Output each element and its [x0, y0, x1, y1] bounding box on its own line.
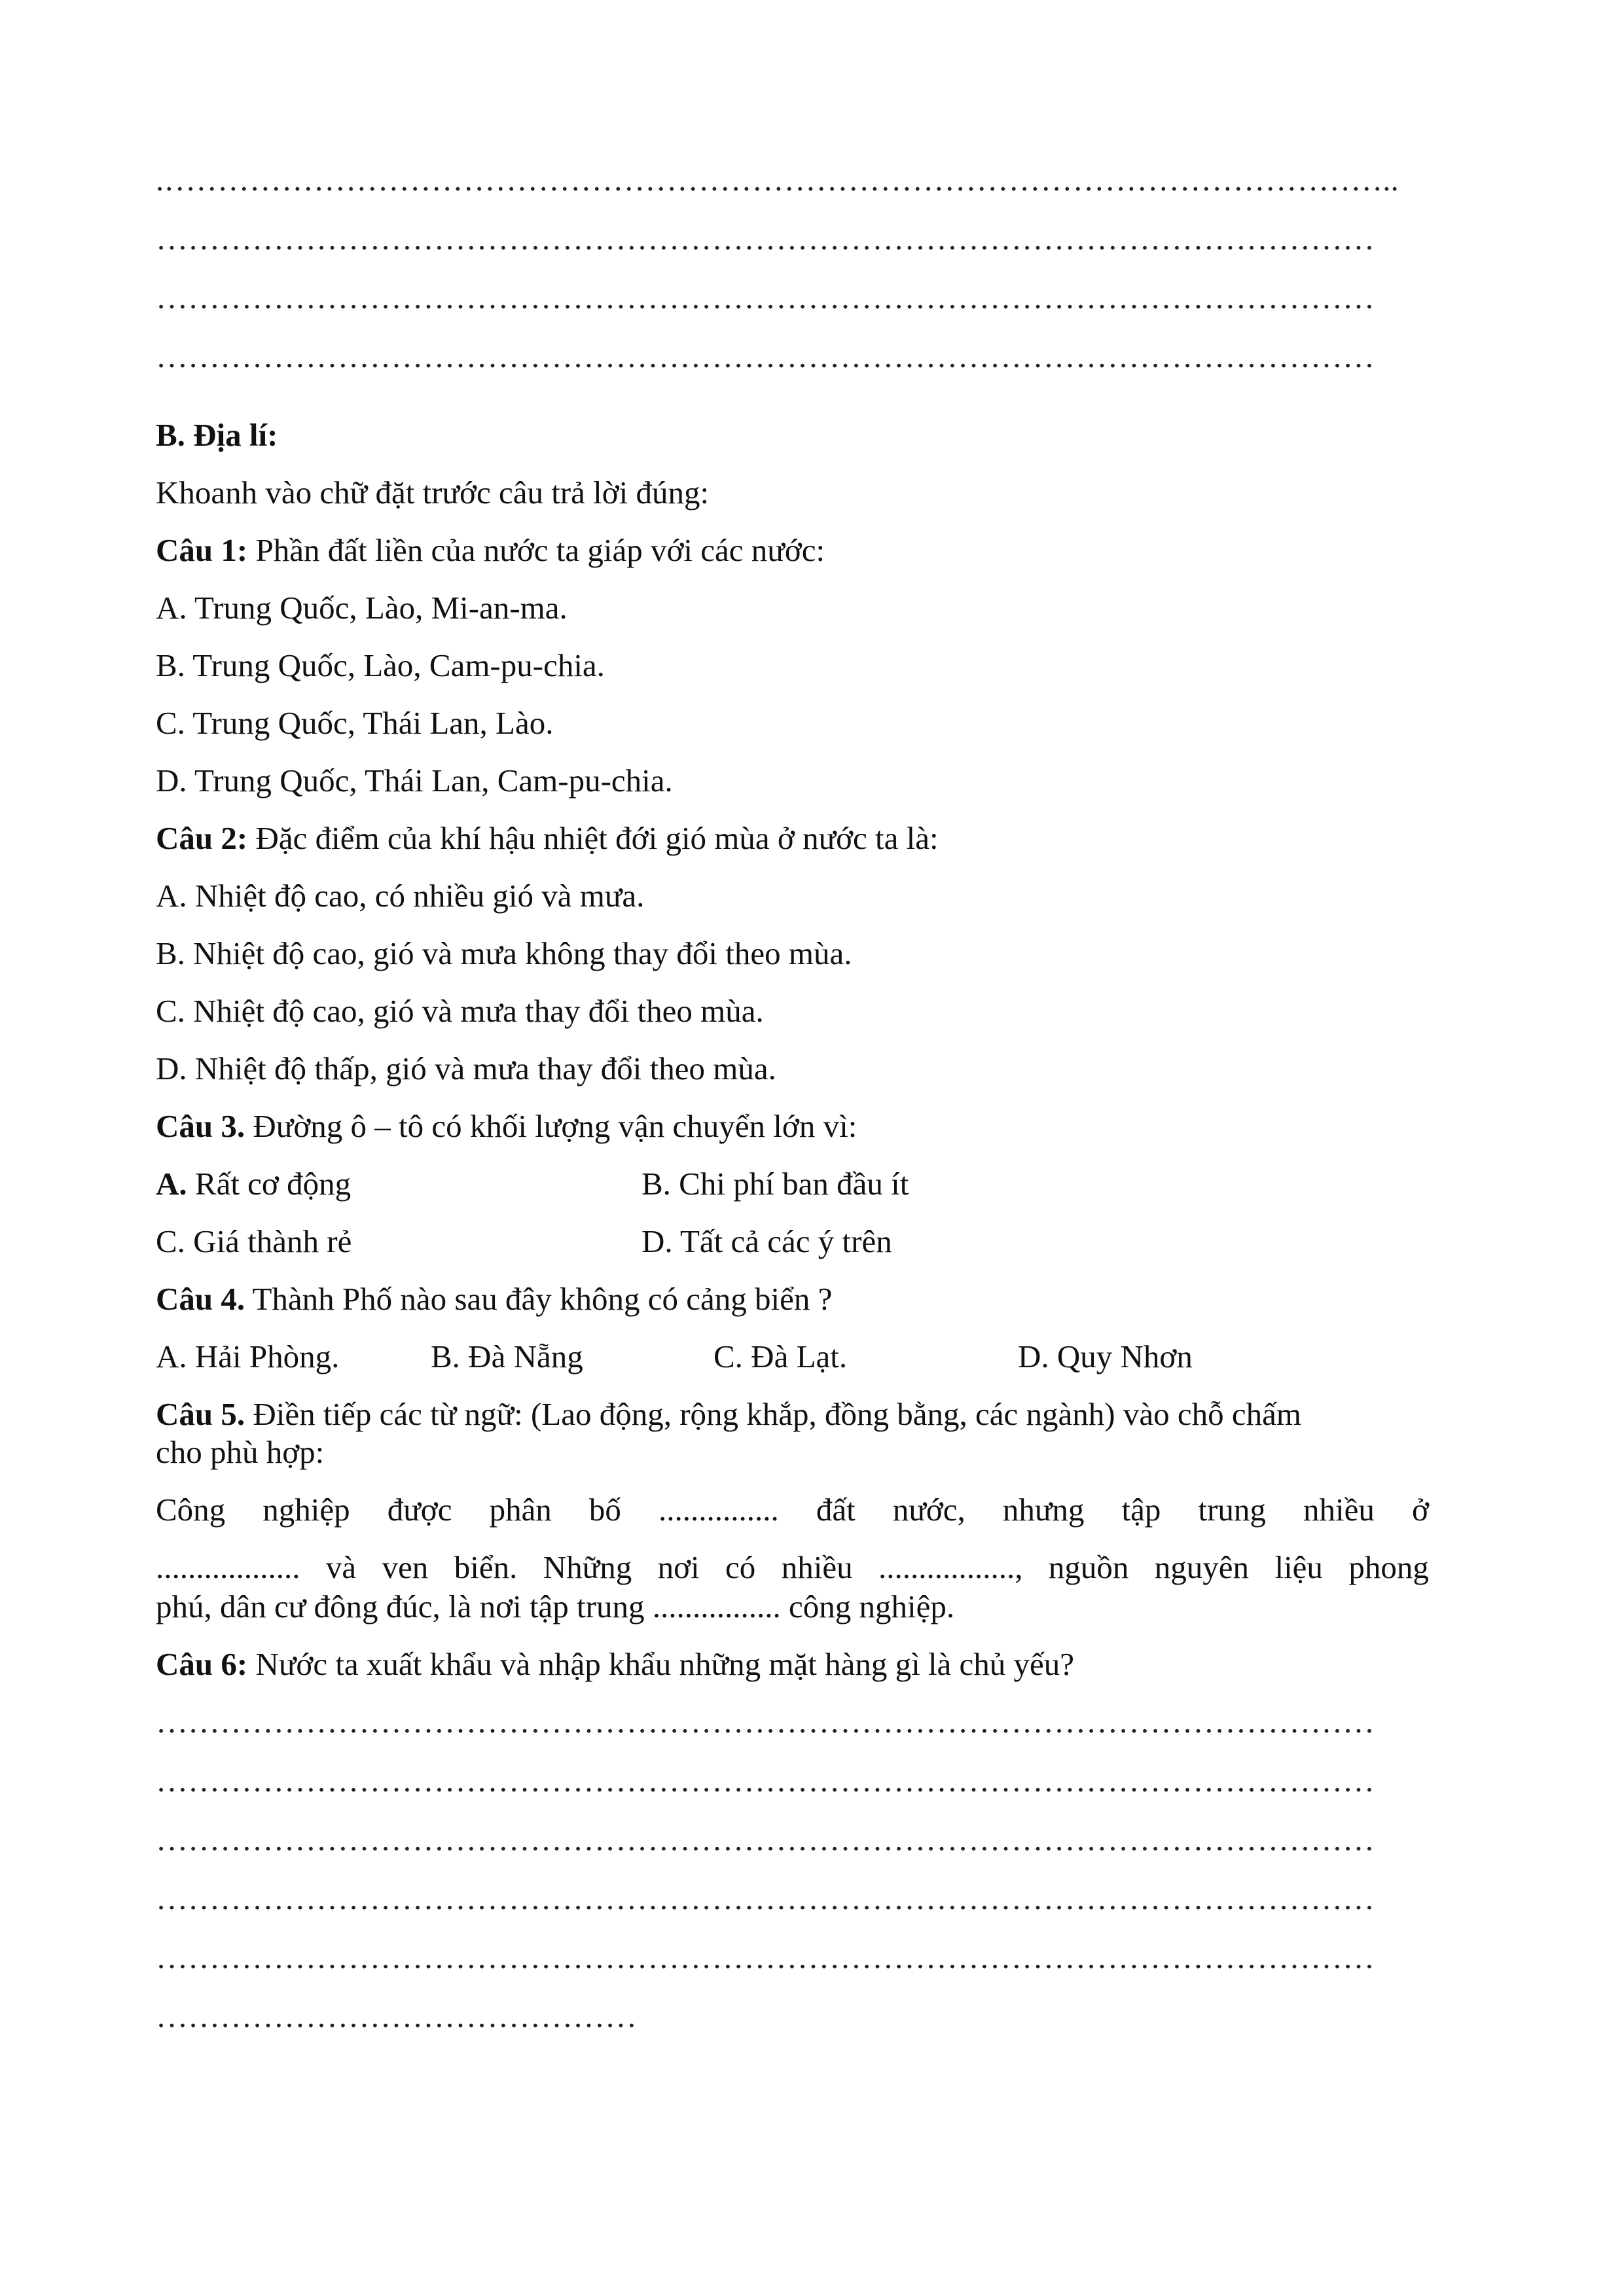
paragraph-word: trung — [1198, 1492, 1266, 1528]
question-label: Câu 1: — [156, 532, 248, 568]
instruction: Khoanh vào chữ đặt trước câu trả lời đúng: — [156, 475, 710, 511]
answer-line: …………………………………………………………………………………………………… — [156, 1821, 1375, 1857]
q3-option-c: C. Giá thành rẻ — [156, 1223, 352, 1259]
q4-option-a: A. Hải Phòng. — [156, 1338, 340, 1374]
answer-line: …………………………………………………………………………………………………… — [156, 1939, 1375, 1975]
answer-line: .…………………………………………………………………………………………………….. — [156, 162, 1399, 198]
question-text: Điền tiếp các từ ngữ: (Lao động, rộng khắp, đồng bằng, các ngành) vào chỗ chấm — [245, 1396, 1301, 1432]
paragraph-word: .................. — [156, 1549, 300, 1585]
q1-option-c: C. Trung Quốc, Thái Lan, Lào. — [156, 705, 554, 741]
q5-paragraph — [156, 1548, 1429, 1587]
q5-paragraph-line-1 — [156, 1490, 1429, 1530]
paragraph-word: nhưng — [1002, 1492, 1085, 1528]
q3-option-b: B. Chi phí ban đầu ít — [641, 1166, 909, 1202]
question-label: Câu 6: — [156, 1646, 248, 1682]
paragraph-word: biển. — [454, 1549, 518, 1585]
q2-option-a: A. Nhiệt độ cao, có nhiều gió và mưa. — [156, 878, 645, 914]
question-5-cont: cho phù hợp: — [156, 1434, 325, 1470]
paragraph-word: ở — [1412, 1492, 1429, 1528]
question-text: Nước ta xuất khẩu và nhập khẩu những mặt hàng gì là chủ yếu? — [247, 1646, 1075, 1682]
answer-line: …………………………………………………………………………………………………… — [156, 1704, 1375, 1740]
q1-option-a: A. Trung Quốc, Lào, Mi-an-ma. — [156, 590, 568, 626]
paragraph-word: phong — [1348, 1549, 1429, 1585]
paragraph-word: được — [387, 1492, 452, 1528]
paragraph-word: và — [325, 1549, 357, 1585]
question-text: Đặc điểm của khí hậu nhiệt đới gió mùa ở nước ta là: — [247, 820, 939, 856]
q1-option-b: B. Trung Quốc, Lào, Cam-pu-chia. — [156, 647, 605, 683]
answer-line: …………………………………………………………………………………………………… — [156, 221, 1375, 257]
paragraph-word: nhiều — [1303, 1492, 1375, 1528]
q5-paragraph-line-2 — [156, 1548, 1429, 1587]
paragraph-word: ven — [382, 1549, 429, 1585]
question-label: Câu 5. — [156, 1396, 245, 1432]
question-4 — [156, 1280, 832, 1319]
question-label: Câu 3. — [156, 1108, 245, 1144]
question-3 — [156, 1107, 857, 1146]
paragraph-word: phân — [489, 1492, 552, 1528]
q4-option-d: D. Quy Nhơn — [1018, 1338, 1193, 1374]
question-5 — [156, 1395, 1301, 1434]
option-text: Rất cơ động — [187, 1166, 352, 1202]
paragraph-word: nơi — [657, 1549, 700, 1585]
answer-line: …………………………………………………………………………………………………… — [156, 1763, 1375, 1799]
paragraph-word: đất — [816, 1492, 856, 1528]
paragraph-word: có — [725, 1549, 756, 1585]
q4-option-b: B. Đà Nẵng — [431, 1338, 583, 1374]
paragraph-word: tập — [1121, 1492, 1161, 1528]
paragraph-word: ................., — [878, 1549, 1023, 1585]
answer-line: …………………………………………………………………………………………………… — [156, 1880, 1375, 1916]
paragraph-word: nguyên — [1154, 1549, 1250, 1585]
paragraph-word: Những — [543, 1549, 632, 1585]
paragraph-word: ............... — [659, 1492, 779, 1528]
paragraph-word: liệu — [1274, 1549, 1323, 1585]
question-2 — [156, 819, 939, 858]
q2-option-c: C. Nhiệt độ cao, gió và mưa thay đổi theo mùa. — [156, 993, 764, 1029]
q5-paragraph-line-3: phú, dân cư đông đúc, là nơi tập trung ................ công nghiệp. — [156, 1588, 955, 1624]
question-text: Phần đất liền của nước ta giáp với các nước: — [247, 532, 825, 568]
q3-option-a — [156, 1164, 351, 1204]
answer-line: ……………………………………… — [156, 1998, 637, 2034]
q4-option-c: C. Đà Lạt. — [713, 1338, 848, 1374]
paragraph-word: nước, — [892, 1492, 965, 1528]
q5-paragraph — [156, 1490, 1429, 1530]
paragraph-word: bố — [588, 1492, 621, 1528]
question-label: Câu 4. — [156, 1281, 245, 1317]
question-text: Thành Phố nào sau đây không có cảng biển ? — [245, 1281, 833, 1317]
answer-line: …………………………………………………………………………………………………… — [156, 338, 1375, 374]
paragraph-word: Công — [156, 1492, 226, 1528]
paragraph-word: nghiệp — [262, 1492, 350, 1528]
question-1 — [156, 531, 825, 570]
section-title: B. Địa lí: — [156, 417, 278, 453]
q1-option-d: D. Trung Quốc, Thái Lan, Cam-pu-chia. — [156, 762, 673, 798]
paragraph-word: nhiều — [781, 1549, 853, 1585]
q2-option-b: B. Nhiệt độ cao, gió và mưa không thay đổi theo mùa. — [156, 935, 852, 971]
question-text: Đường ô – tô có khối lượng vận chuyển lớn vì: — [245, 1108, 857, 1144]
question-6 — [156, 1645, 1074, 1684]
answer-line: …………………………………………………………………………………………………… — [156, 279, 1375, 315]
q2-option-d: D. Nhiệt độ thấp, gió và mưa thay đổi theo mùa. — [156, 1050, 776, 1086]
question-label: Câu 2: — [156, 820, 248, 856]
paragraph-word: nguồn — [1048, 1549, 1129, 1585]
option-letter: A. — [156, 1166, 187, 1202]
q3-option-d: D. Tất cả các ý trên — [641, 1223, 892, 1259]
